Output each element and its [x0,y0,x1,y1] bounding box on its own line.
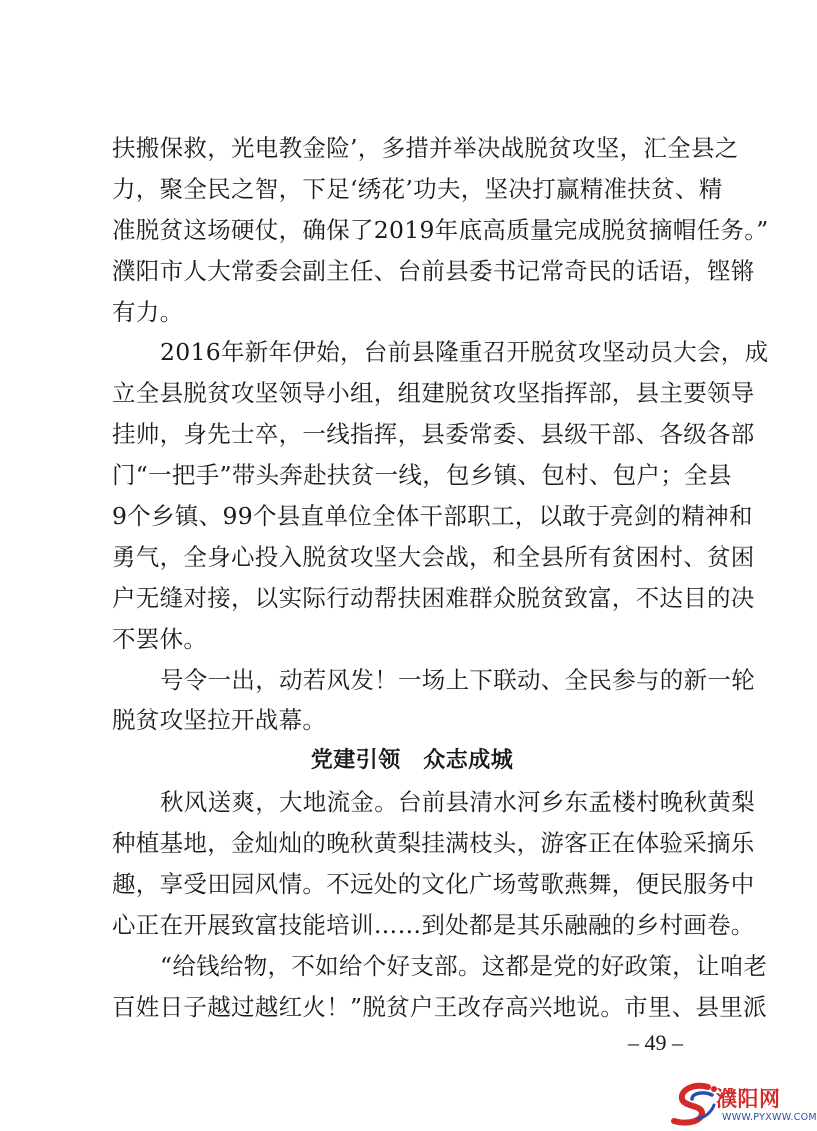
text-line: 有力。 [112,297,184,326]
text-line: 心正在开展致富技能培训……到处都是其乐融融的乡村画卷。 [112,910,755,939]
text-line: 秋风送爽，大地流金。台前县清水河乡东孟楼村晚秋黄梨 [160,788,755,817]
paragraph-3 [112,660,755,742]
text-line: 濮阳市人大常委会副主任、台前县委书记常奇民的话语，铿锵 [112,256,755,285]
text-line: “给钱给物，不如给个好支部。这都是党的好政策，让咱老 [160,951,768,980]
text-line: 号令一出，动若风发！一场上下联动、全民参与的新一轮 [160,665,755,694]
text-line: 户无缝对接，以实际行动帮扶困难群众脱贫致富，不达目的决 [112,583,755,612]
article-body [112,128,769,1028]
text-line: 勇气，全身心投入脱贫攻坚大会战，和全县所有贫困村、贫困 [112,542,755,571]
text-line: 力，聚全民之智，下足‘绣花’功夫，坚决打赢精准扶贫、精 [112,174,723,203]
text-line: 9个乡镇、99个县直单位全体干部职工，以敢于亮剑的精神和 [112,502,753,531]
text-line: 不罢休。 [112,624,208,653]
page-number: – 49 – [628,1030,683,1055]
watermark-url: WWW.PYXWW.COM [722,1112,817,1123]
text-line: 准脱贫这场硬仗，确保了2019年底高质量完成脱贫摘帽任务。” [112,215,769,244]
text-line: 立全县脱贫攻坚领导小组，组建脱贫攻坚指挥部，县主要领导 [112,379,755,408]
watermark-logo-icon [668,1081,720,1131]
watermark-title: 濮阳网 [716,1087,781,1111]
paragraph-1 [112,128,769,332]
section-heading: 党建引领 众志成城 [310,748,514,774]
text-line: 挂帅，身先士卒，一线指挥，县委常委、县级干部、各级各部 [112,420,755,449]
text-line: 百姓日子越过越红火！”脱贫户王改存高兴地说。市里、县里派 [112,992,767,1021]
text-line: 门“一把手”带头奔赴扶贫一线，包乡镇、包村、包户；全县 [112,461,732,490]
text-line: 2016年新年伊始，台前县隆重召开脱贫攻坚动员大会，成 [160,338,769,367]
text-line: 脱贫攻坚拉开战幕。 [112,706,327,735]
paragraph-5 [112,946,768,1028]
site-watermark [668,1081,817,1131]
text-line: 种植基地，金灿灿的晚秋黄梨挂满枝头，游客正在体验采摘乐 [112,829,755,858]
text-line: 扶搬保救，光电教金险’，多措并举决战脱贫攻坚，汇全县之 [112,134,739,162]
paragraph-2 [112,332,769,659]
paragraph-4 [112,782,755,946]
text-line: 趣，享受田园风情。不远处的文化广场莺歌燕舞，便民服务中 [112,870,755,899]
